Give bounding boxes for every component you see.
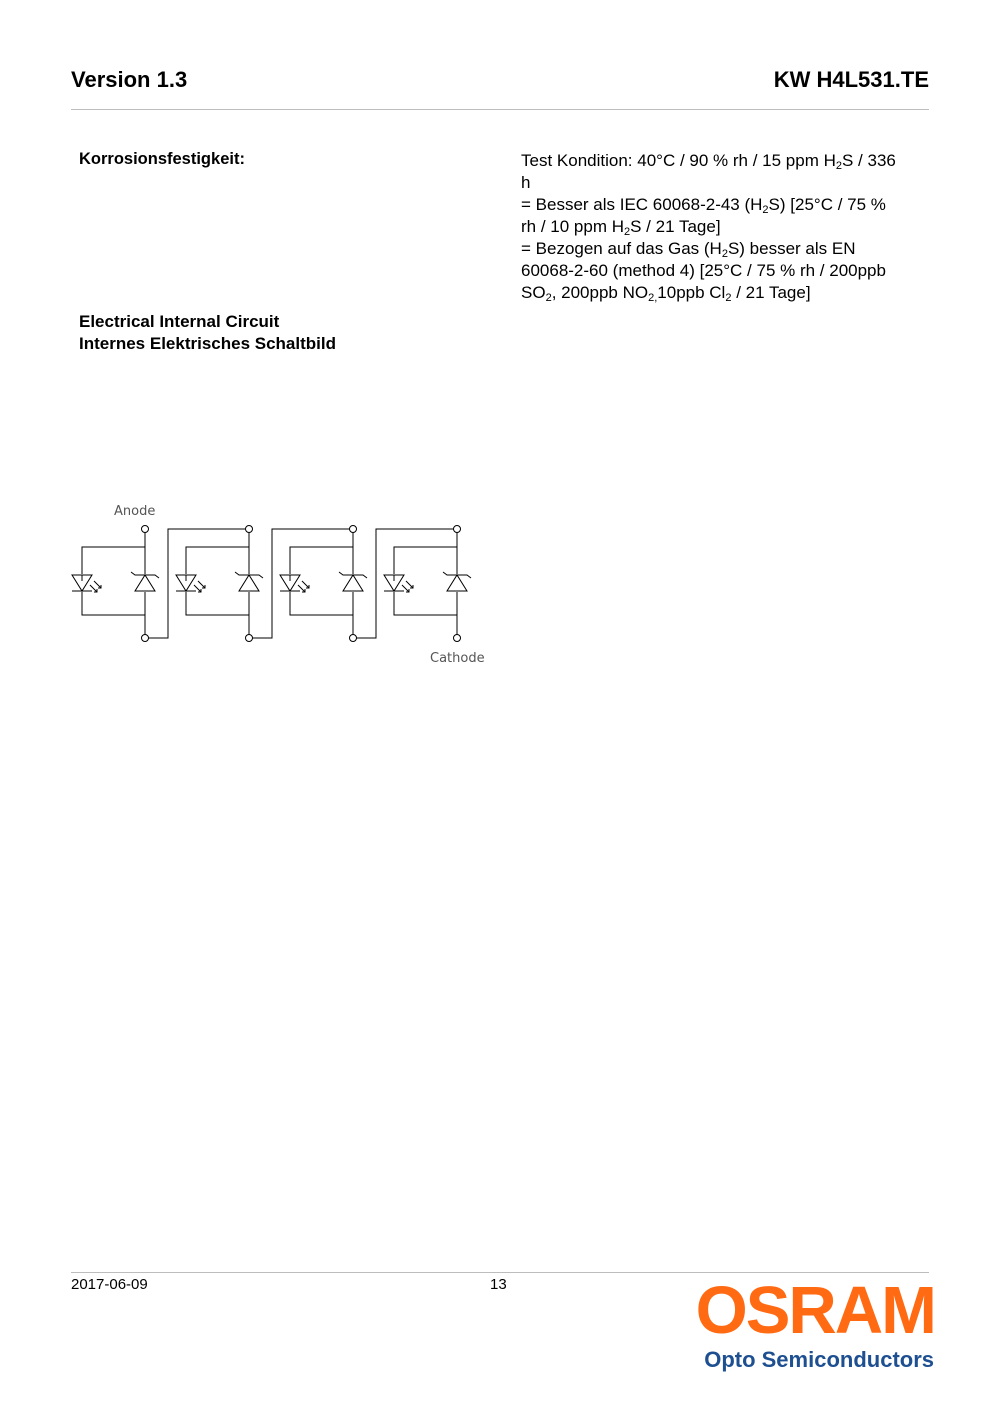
circuit-title (79, 311, 336, 355)
corrosion-line-1: Test Kondition: 40°C / 90 % rh / 15 ppm $H_2S / 336$ (521, 151, 896, 172)
cathode-label: Cathode (430, 651, 485, 666)
corrosion-line-7: $SO_2$, 200ppb $NO_{2,}10ppb$ $Cl_2 / 21$ Tage] (521, 283, 811, 304)
anode-label: Anode (114, 504, 156, 519)
corrosion-label: Korrosionsfestigkeit: (79, 150, 245, 168)
corrosion-line-2: h (521, 173, 531, 192)
footer-date: 2017-06-09 (71, 1276, 148, 1293)
corrosion-line-5: = Bezogen auf das Gas $(H_2S)$ besser als EN (521, 239, 856, 260)
version-label: Version 1.3 (71, 67, 188, 92)
corrosion-line-4: rh / 10 ppm $H_2S / 21$ Tage] (521, 217, 721, 238)
circuit-title-de: Internes Elektrisches Schaltbild (79, 334, 336, 353)
corrosion-line-3: = Besser als IEC 60068-2-43 $(H_2S)$ [25°C / 75 % (521, 195, 886, 216)
circuit-title-en: Electrical Internal Circuit (79, 312, 280, 331)
header-divider (71, 109, 929, 110)
corrosion-description (521, 150, 931, 304)
corrosion-line-6: 60068-2-60 (method 4) [25°C / 75 % rh / 200ppb (521, 261, 886, 280)
internal-circuit-diagram (60, 495, 500, 675)
part-number: KW H4L531.TE (773, 67, 929, 92)
osram-logo: OSRAM (695, 1273, 935, 1348)
page-number: 13 (490, 1276, 507, 1293)
division-name: Opto Semiconductors (704, 1347, 934, 1372)
